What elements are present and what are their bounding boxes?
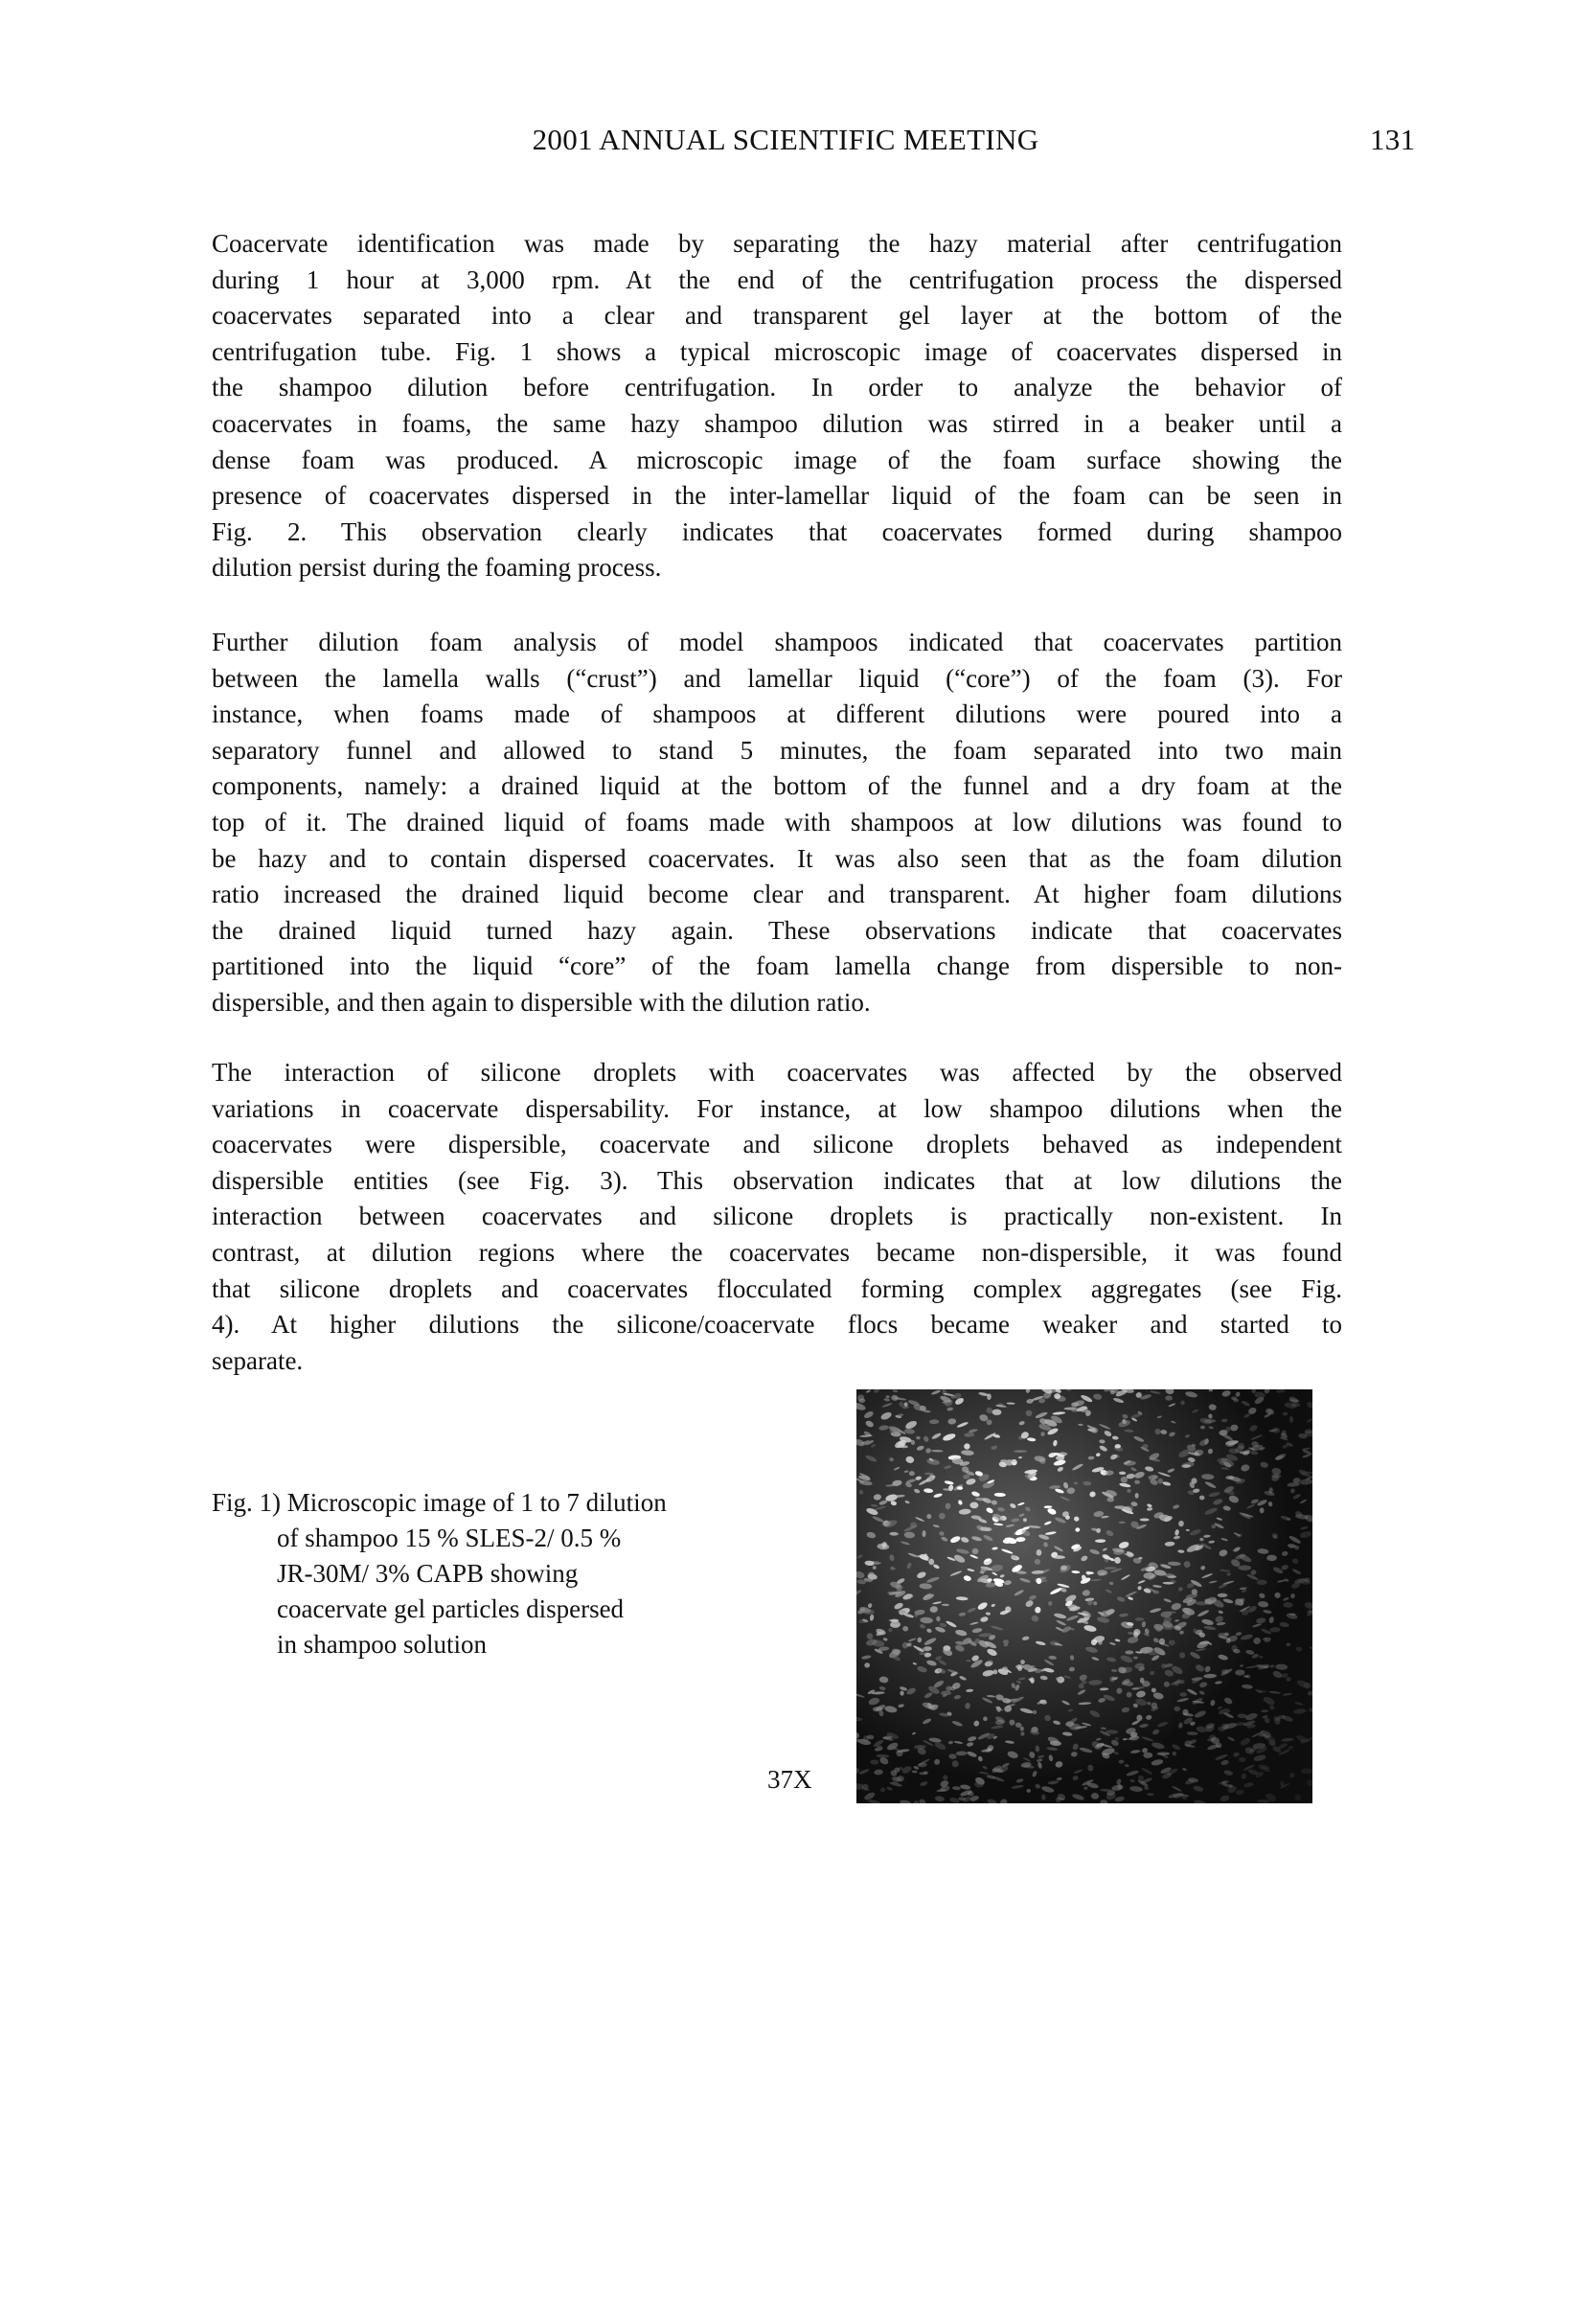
texture-spot <box>1125 1650 1133 1654</box>
text-line: dispersible entities (see Fig. 3). This observation indicates that at low dilutions the <box>212 1165 1342 1195</box>
text-line: separatory funnel and allowed to stand 5 minutes, the foam separated into two main <box>212 735 1342 765</box>
texture-spot <box>969 1502 978 1509</box>
text-line: contrast, at dilution regions where the coacervates became non-dispersible, it was found <box>212 1237 1342 1267</box>
text-line: ratio increased the drained liquid become clear and transparent. At higher foam dilutions <box>212 880 1342 909</box>
text-line: be hazy and to contain dispersed coacervates. It was also seen that as the foam dilution <box>212 843 1342 873</box>
text-line: instance, when foams made of shampoos at different dilutions were poured into a <box>212 699 1342 729</box>
texture-spot <box>1115 1444 1121 1449</box>
caption-line: JR-30M/ 3% CAPB showing <box>277 1559 579 1588</box>
magnification-label: 37X <box>767 1765 812 1794</box>
text-line: dispersible, and then again to dispersible with the dilution ratio. <box>212 987 871 1017</box>
text-line: coacervates separated into a clear and transparent gel layer at the bottom of the <box>212 301 1342 331</box>
texture-spot <box>1238 1565 1251 1570</box>
text-line: presence of coacervates dispersed in the inter-lamellar liquid of the foam can be seen in <box>212 481 1342 511</box>
text-line: interaction between coacervates and silicone droplets is practically non-existent. In <box>212 1202 1342 1231</box>
caption-line: Fig. 1) Microscopic image of 1 to 7 dilution <box>212 1488 667 1517</box>
texture-spot <box>1257 1580 1267 1586</box>
text-line: during 1 hour at 3,000 rpm. At the end of the centrifugation process the dispersed <box>212 264 1342 294</box>
text-line: the shampoo dilution before centrifugation. In order to analyze the behavior of <box>212 373 1342 402</box>
text-line: Fig. 2. This observation clearly indicates that coacervates formed during shampoo <box>212 516 1342 546</box>
text-line: dense foam was produced. A microscopic image of the foam surface showing the <box>212 445 1342 474</box>
caption-line: in shampoo solution <box>277 1630 488 1659</box>
text-line: The interaction of silicone droplets with coacervates was affected by the observed <box>212 1058 1342 1087</box>
text-line: separate. <box>212 1345 304 1375</box>
text-line: coacervates were dispersible, coacervate and silicone droplets behaved as independent <box>212 1130 1342 1159</box>
texture-spot <box>1003 1539 1012 1544</box>
text-line: coacervates in foams, the same hazy shampoo dilution was stirred in a beaker until a <box>212 408 1342 438</box>
caption-line: coacervate gel particles dispersed <box>277 1594 625 1623</box>
running-header-title: 2001 ANNUAL SCIENTIFIC MEETING <box>532 123 1039 156</box>
text-line: 4). At higher dilutions the silicone/coacervate flocs became weaker and started to <box>212 1310 1342 1340</box>
text-line: Further dilution foam analysis of model shampoos indicated that coacervates partition <box>212 628 1342 656</box>
text-line: centrifugation tube. Fig. 1 shows a typical microscopic image of coacervates dispersed in <box>212 336 1342 366</box>
paragraph-3 <box>212 1055 1342 1379</box>
page-number: 131 <box>1370 123 1416 156</box>
texture-spot <box>1286 1642 1290 1646</box>
text-line: partitioned into the liquid “core” of the foam lamella change from dispersible to non- <box>212 951 1342 981</box>
texture-spot <box>1218 1593 1228 1597</box>
text-line: dilution persist during the foaming process. <box>212 553 662 583</box>
text-line: top of it. The drained liquid of foams made with shampoos at low dilutions was found to <box>212 807 1342 837</box>
text-line: variations in coacervate dispersability. For instance, at low shampoo dilutions when the <box>212 1093 1342 1123</box>
text-line: components, namely: a drained liquid at the bottom of the funnel and a dry foam at the <box>212 771 1342 801</box>
paragraph-1 <box>212 226 1342 586</box>
paragraph-2 <box>212 625 1342 1021</box>
caption-line: of shampoo 15 % SLES-2/ 0.5 % <box>277 1524 622 1552</box>
text-line: that silicone droplets and coacervates flocculated forming complex aggregates (see Fig. <box>212 1273 1342 1303</box>
microscopic-image <box>856 1389 1312 1803</box>
text-line: the drained liquid turned hazy again. These observations indicate that coacervates <box>212 915 1342 945</box>
text-line: between the lamella walls (“crust”) and lamellar liquid (“core”) of the foam (3). For <box>212 663 1342 693</box>
text-line: Coacervate identification was made by separating the hazy material after centrifugation <box>212 229 1342 258</box>
figure-1-caption <box>212 1485 667 1662</box>
